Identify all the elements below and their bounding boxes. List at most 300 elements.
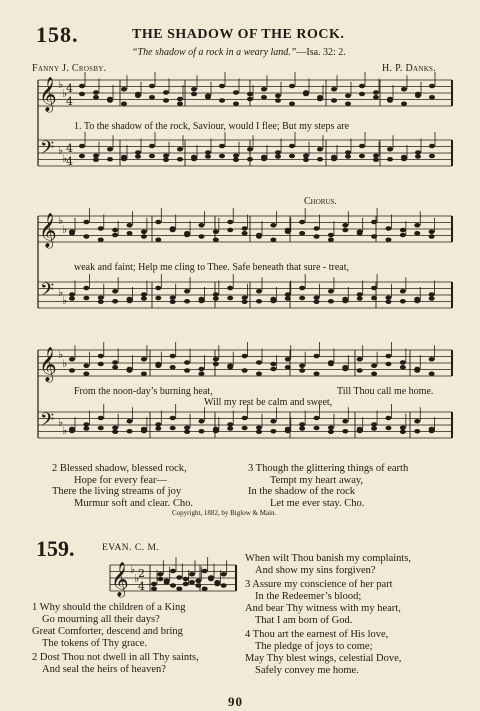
notehead [227, 296, 233, 301]
notehead [163, 157, 169, 162]
notehead [387, 98, 393, 103]
time-signature: 4 [66, 142, 73, 155]
notehead [314, 354, 320, 359]
notehead [357, 427, 363, 432]
key-flat: ♭ [62, 424, 68, 437]
notehead [191, 87, 197, 92]
notehead [242, 368, 248, 373]
epigraph-reference: —Isa. 32: 2. [296, 47, 346, 58]
notehead [303, 157, 309, 162]
notehead [164, 580, 170, 585]
notehead [285, 427, 291, 432]
notehead [400, 289, 406, 294]
hymn-number: 158. [36, 22, 79, 47]
notehead [289, 154, 295, 159]
notehead [242, 416, 248, 421]
notehead [184, 299, 190, 304]
notehead [299, 368, 305, 373]
notehead [429, 234, 435, 239]
time-signature: 4 [66, 82, 73, 95]
notehead [170, 354, 176, 359]
lyric-line-3a: From the noon-day’s burning heat, [74, 386, 213, 397]
notehead [176, 586, 182, 591]
notehead [121, 155, 127, 160]
notehead [429, 84, 435, 89]
tune-name: EVAN. C. M. [102, 543, 160, 553]
notehead [141, 234, 147, 239]
notehead [256, 360, 262, 365]
stanza-line: May Thy blest wings, celestial Dove, [245, 653, 402, 664]
notehead [429, 292, 435, 297]
notehead [227, 365, 233, 370]
notehead [256, 299, 262, 304]
notehead [373, 153, 379, 158]
notehead [314, 295, 320, 300]
notehead [227, 220, 233, 225]
notehead [331, 87, 337, 92]
key-flat: ♭ [58, 144, 64, 157]
notehead [401, 87, 407, 92]
stanza-line: And show my sins forgiven? [255, 565, 376, 576]
notehead [198, 297, 204, 302]
verse-line: In the shadow of the rock [248, 486, 356, 497]
lyric-line-3c: Will my rest be calm and sweet, [204, 397, 333, 408]
key-flat: ♭ [58, 348, 64, 361]
notehead [177, 157, 183, 162]
notehead [303, 153, 309, 158]
notehead [400, 360, 406, 365]
notehead [213, 362, 219, 367]
notehead [93, 90, 99, 95]
notehead [177, 101, 183, 106]
notehead [184, 360, 190, 365]
treble-clef: 𝄞 [111, 562, 129, 597]
notehead [275, 98, 281, 103]
notehead [359, 154, 365, 159]
lyric-line-1: 1. To the shadow of the rock, Saviour, would I flee; But my steps are [74, 121, 350, 132]
bass-clef: 𝄢 [40, 280, 55, 305]
stanza-line: In the Redeemer’s blood; [255, 591, 362, 602]
treble-clef: 𝄞 [39, 213, 57, 248]
notehead [385, 354, 391, 359]
notehead [93, 95, 99, 100]
key-flat: ♭ [58, 286, 64, 299]
notehead [385, 237, 391, 242]
notehead [233, 153, 239, 158]
notehead [69, 368, 75, 373]
notehead [135, 154, 141, 159]
notehead [112, 233, 118, 238]
notehead [385, 416, 391, 421]
verse-line: 3 Though the glittering things of earth [248, 463, 409, 474]
notehead [141, 357, 147, 362]
bass-clef: 𝄢 [40, 138, 55, 163]
notehead [299, 220, 305, 225]
notehead [151, 586, 157, 591]
notehead [98, 362, 104, 367]
notehead [299, 363, 305, 368]
notehead [198, 223, 204, 228]
stanza-line: Great Comforter, descend and bring [32, 626, 183, 637]
notehead [170, 416, 176, 421]
notehead [107, 147, 113, 152]
notehead [135, 92, 141, 97]
notehead [149, 154, 155, 159]
notehead [328, 233, 334, 238]
notehead [317, 157, 323, 162]
notehead [163, 98, 169, 103]
notehead [170, 426, 176, 431]
notehead [328, 362, 334, 367]
page-number: 90 [228, 694, 243, 709]
notehead [261, 155, 267, 160]
notehead [342, 223, 348, 228]
notehead [112, 425, 118, 430]
notehead [371, 296, 377, 301]
notehead [208, 577, 214, 582]
notehead [414, 368, 420, 373]
hymn-title: THE SHADOW OF THE ROCK. [132, 27, 345, 42]
notehead [429, 427, 435, 432]
notehead [317, 95, 323, 100]
notehead [141, 371, 147, 376]
notehead [357, 292, 363, 297]
lyric-line-3b: Till Thou call me home. [337, 386, 434, 397]
notehead [345, 154, 351, 159]
notehead [359, 92, 365, 97]
notehead [98, 426, 104, 431]
stanza-line: And bear Thy witness with my heart, [245, 603, 401, 614]
notehead [314, 226, 320, 231]
notehead [149, 144, 155, 149]
notehead [429, 95, 435, 100]
notehead [189, 572, 195, 577]
notehead [414, 429, 420, 434]
notehead [227, 228, 233, 233]
notehead [247, 92, 253, 97]
notehead [112, 365, 118, 370]
notehead [227, 422, 233, 427]
notehead [184, 429, 190, 434]
key-flat: ♭ [62, 357, 68, 370]
notehead [328, 299, 334, 304]
notehead [205, 95, 211, 100]
notehead [314, 416, 320, 421]
notehead [221, 572, 227, 577]
notehead [371, 371, 377, 376]
notehead [400, 228, 406, 233]
notehead [247, 97, 253, 102]
notehead [342, 419, 348, 424]
notehead [219, 98, 225, 103]
notehead [112, 299, 118, 304]
time-signature: 4 [66, 155, 73, 168]
notehead [270, 297, 276, 302]
key-flat: ♭ [134, 572, 140, 585]
notehead [121, 87, 127, 92]
notehead [184, 368, 190, 373]
notehead [371, 363, 377, 368]
notehead [275, 150, 281, 155]
notehead [314, 299, 320, 304]
notehead [256, 429, 262, 434]
notehead [69, 427, 75, 432]
notehead [170, 365, 176, 370]
notehead [83, 363, 89, 368]
notehead [177, 147, 183, 152]
stanza-line: Safely convey me home. [255, 665, 359, 676]
notehead [400, 299, 406, 304]
notehead [371, 422, 377, 427]
notehead [98, 416, 104, 421]
notehead [342, 429, 348, 434]
notehead [415, 150, 421, 155]
notehead [213, 229, 219, 234]
notehead [270, 362, 276, 367]
notehead [205, 150, 211, 155]
notehead [170, 583, 176, 588]
notehead [213, 237, 219, 242]
notehead [373, 95, 379, 100]
notehead [270, 429, 276, 434]
notehead [289, 84, 295, 89]
key-flat: ♭ [62, 223, 68, 236]
verse-line: Let me ever stay. Cho. [270, 497, 365, 509]
bass-clef: 𝄢 [40, 410, 55, 435]
notehead [345, 101, 351, 106]
notehead [170, 299, 176, 304]
key-flat: ♭ [62, 152, 68, 165]
notehead [69, 357, 75, 362]
notehead [414, 419, 420, 424]
verse-line: Hope for every fear— [74, 474, 167, 486]
notehead [227, 286, 233, 291]
hymn159-left-stanzas [32, 602, 199, 676]
notehead [328, 237, 334, 242]
notehead [429, 296, 435, 301]
chorus-label: Chorus. [304, 196, 337, 207]
notehead [256, 425, 262, 430]
notehead [371, 426, 377, 431]
notehead [289, 101, 295, 106]
notehead [213, 292, 219, 297]
notehead [183, 577, 189, 582]
notehead [198, 367, 204, 372]
notehead [219, 84, 225, 89]
notehead [163, 153, 169, 158]
notehead [303, 92, 309, 97]
notehead [242, 426, 248, 431]
notehead [414, 231, 420, 236]
notehead [414, 223, 420, 228]
notehead [202, 586, 208, 591]
notehead [285, 296, 291, 301]
notehead [195, 578, 201, 583]
notehead [127, 223, 133, 228]
composer-credit: H. P. Danks. [382, 63, 437, 74]
notehead [112, 289, 118, 294]
notehead [242, 226, 248, 231]
notehead [401, 101, 407, 106]
notehead [79, 84, 85, 89]
notehead [83, 426, 89, 431]
notehead [127, 429, 133, 434]
notehead [151, 582, 157, 587]
notehead [345, 150, 351, 155]
stanza-line: That I am born of God. [255, 615, 353, 626]
stanza-line: 2 Dost Thou not dwell in all Thy saints, [32, 652, 199, 663]
notehead [299, 426, 305, 431]
notehead [385, 226, 391, 231]
notehead [415, 154, 421, 159]
notehead [328, 425, 334, 430]
notehead [328, 429, 334, 434]
notehead [191, 92, 197, 97]
stanza-line: And seal the heirs of heaven? [42, 664, 166, 675]
notehead [387, 147, 393, 152]
notehead [127, 419, 133, 424]
notehead [359, 144, 365, 149]
stanza-line: 4 Thou art the earnest of His love, [245, 629, 389, 640]
key-flat: ♭ [130, 563, 136, 576]
notehead [242, 295, 248, 300]
notehead [155, 422, 161, 427]
notehead [342, 297, 348, 302]
notehead [227, 426, 233, 431]
key-flat: ♭ [62, 294, 68, 307]
notehead [141, 296, 147, 301]
notehead [275, 154, 281, 159]
notehead [256, 289, 262, 294]
notehead [400, 425, 406, 430]
notehead [256, 234, 262, 239]
notehead [387, 157, 393, 162]
notehead [198, 371, 204, 376]
notehead [214, 580, 220, 585]
notehead [385, 299, 391, 304]
key-flat: ♭ [58, 416, 64, 429]
notehead [191, 155, 197, 160]
notehead [176, 575, 182, 580]
notehead [177, 97, 183, 102]
treble-clef: 𝄞 [39, 347, 57, 382]
epigraph-text: “The shadow of a rock in a weary land.” [132, 47, 297, 58]
notehead [221, 583, 227, 588]
notehead [189, 580, 195, 585]
notehead [401, 155, 407, 160]
author-credit: Fanny J. Crosby. [32, 63, 107, 74]
notehead [247, 147, 253, 152]
notehead [429, 229, 435, 234]
copyright-notice: Copyright, 1882, by Biglow & Main. [172, 509, 277, 517]
lyric-line-2: weak and faint; Help me cling to Thee. Safe beneath that sure - treat, [74, 262, 349, 273]
notehead [429, 357, 435, 362]
notehead [342, 228, 348, 233]
key-flat: ♭ [58, 214, 64, 227]
notehead [429, 154, 435, 159]
notehead [285, 228, 291, 233]
notehead [275, 93, 281, 98]
notehead [299, 296, 305, 301]
notehead [157, 577, 163, 582]
notehead [429, 371, 435, 376]
notehead [256, 371, 262, 376]
treble-clef: 𝄞 [39, 77, 57, 112]
notehead [155, 362, 161, 367]
notehead [184, 289, 190, 294]
stanza-line: When wilt Thou banish my complaints, [245, 553, 412, 564]
notehead [83, 286, 89, 291]
notehead [331, 155, 337, 160]
verse-line: Tempt my heart away, [270, 474, 364, 486]
notehead [127, 368, 133, 373]
notehead [98, 354, 104, 359]
notehead [107, 98, 113, 103]
notehead [213, 296, 219, 301]
stanza-line: Go mourning all their days? [42, 614, 160, 625]
notehead [198, 429, 204, 434]
notehead [98, 299, 104, 304]
notehead [357, 368, 363, 373]
notehead [371, 234, 377, 239]
notehead [121, 101, 127, 106]
notehead [400, 233, 406, 238]
stanza-line: 3 Assure my conscience of her part [245, 579, 393, 590]
notehead [400, 429, 406, 434]
notehead [155, 296, 161, 301]
verse-3 [248, 463, 408, 509]
notehead [205, 154, 211, 159]
time-signature: 4 [138, 580, 145, 593]
notehead [247, 157, 253, 162]
notehead [112, 429, 118, 434]
time-signature: 2 [138, 567, 145, 580]
notehead [155, 426, 161, 431]
notehead [359, 84, 365, 89]
notehead [155, 220, 161, 225]
notehead [219, 144, 225, 149]
key-flat: ♭ [58, 78, 64, 91]
notehead [141, 292, 147, 297]
notehead [299, 422, 305, 427]
notehead [69, 292, 75, 297]
verse-2 [52, 463, 193, 509]
notehead [202, 569, 208, 574]
notehead [314, 426, 320, 431]
notehead [345, 93, 351, 98]
notehead [314, 371, 320, 376]
key-flat: ♭ [62, 87, 68, 100]
notehead [429, 144, 435, 149]
notehead [285, 292, 291, 297]
notehead [93, 153, 99, 158]
notehead [112, 228, 118, 233]
notehead [371, 220, 377, 225]
notehead [170, 569, 176, 574]
notehead [213, 357, 219, 362]
notehead [83, 422, 89, 427]
notehead [385, 362, 391, 367]
notehead [385, 295, 391, 300]
notehead [233, 101, 239, 106]
notehead [170, 228, 176, 233]
notehead [331, 98, 337, 103]
notehead [373, 157, 379, 162]
notehead [157, 572, 163, 577]
notehead [357, 296, 363, 301]
verse-line: Murmur soft and clear. Cho. [74, 497, 193, 509]
notehead [317, 147, 323, 152]
